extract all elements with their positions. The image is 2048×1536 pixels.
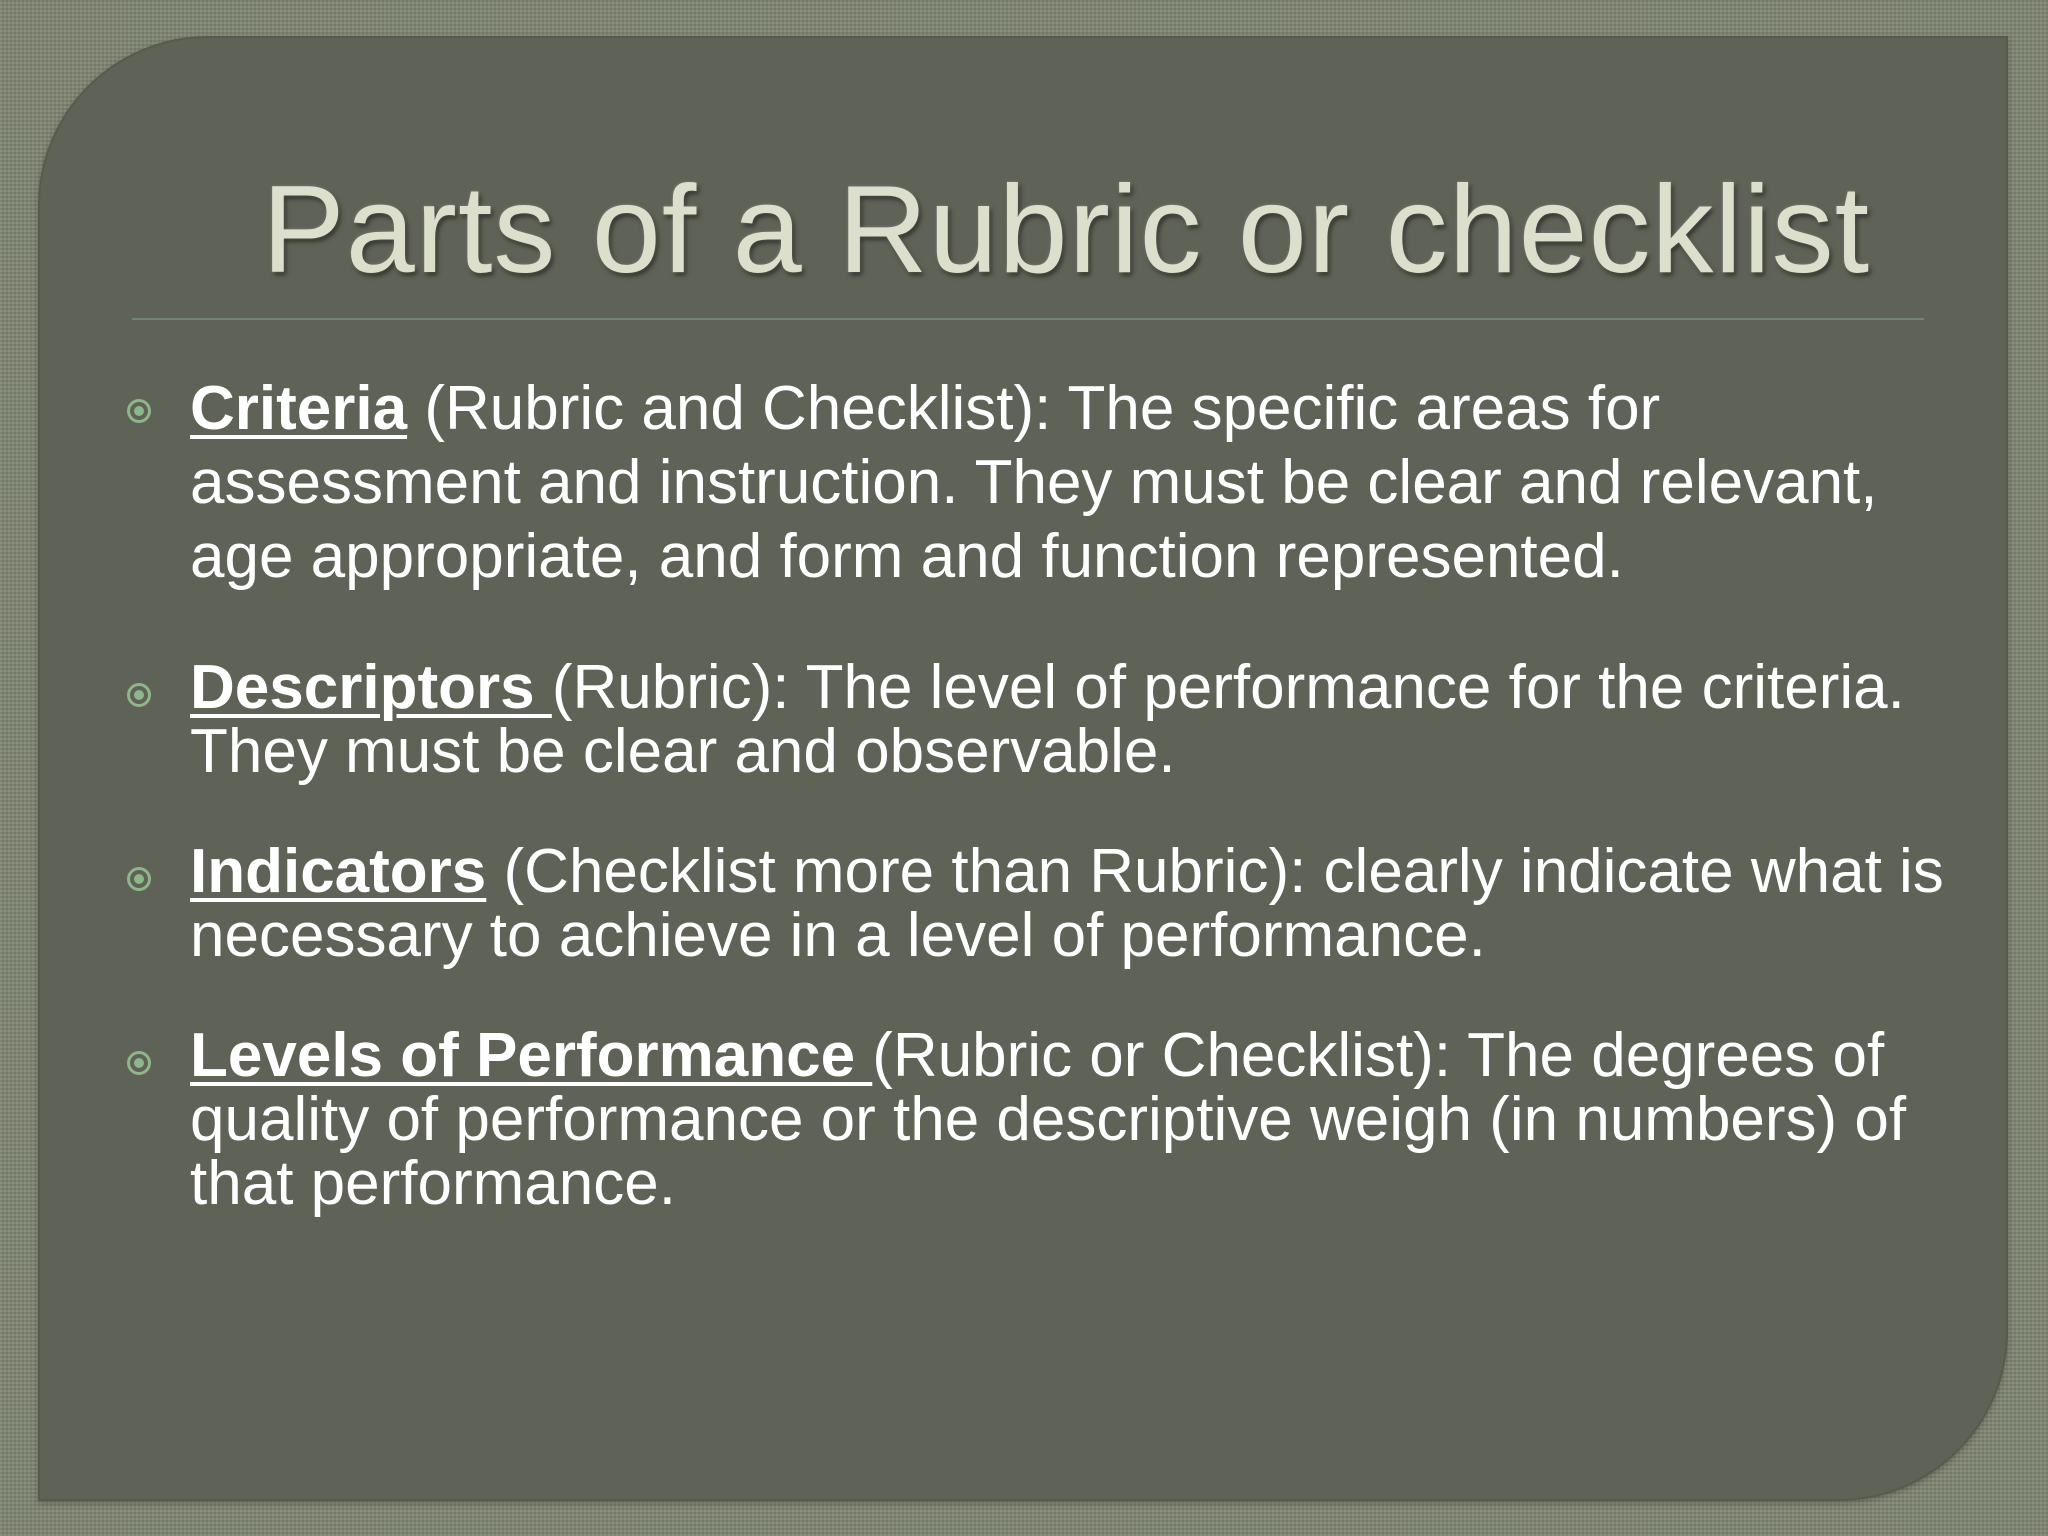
circled-dot-icon bbox=[126, 866, 152, 892]
bullet-term: Criteria bbox=[190, 374, 408, 443]
bullet-item-levels-of-performance bbox=[124, 1021, 1984, 1218]
slide-title: Parts of a Rubric or checklist bbox=[262, 161, 1871, 299]
circled-dot-icon bbox=[126, 1050, 152, 1076]
bullet-term: Levels of Performance bbox=[190, 1021, 873, 1090]
title-divider bbox=[132, 318, 1924, 320]
bullet-term: Descriptors bbox=[190, 653, 552, 722]
bullet-term: Indicators bbox=[190, 837, 487, 906]
bullet-text: (Checklist more than Rubric): clearly indicate what is necessary to achieve in a level of performance. bbox=[190, 837, 1944, 970]
bullet-item-criteria bbox=[124, 372, 1984, 594]
bullet-list bbox=[124, 372, 1984, 1272]
circled-dot-icon bbox=[126, 398, 152, 424]
bullet-item-indicators bbox=[124, 837, 1984, 970]
bullet-text: (Rubric or Checklist): The degrees of quality of performance or the descriptive weigh (in numbers) of that performance. bbox=[190, 1021, 1907, 1218]
bullet-item-descriptors bbox=[124, 653, 1984, 786]
bullet-text: (Rubric): The level of performance for the criteria. They must be clear and observable. bbox=[190, 653, 1905, 786]
circled-dot-icon bbox=[126, 682, 152, 708]
bullet-text: (Rubric and Checklist): The specific areas for assessment and instruction. They must be clear and relevant, age appropriate, and form and function represented. bbox=[190, 374, 1878, 591]
